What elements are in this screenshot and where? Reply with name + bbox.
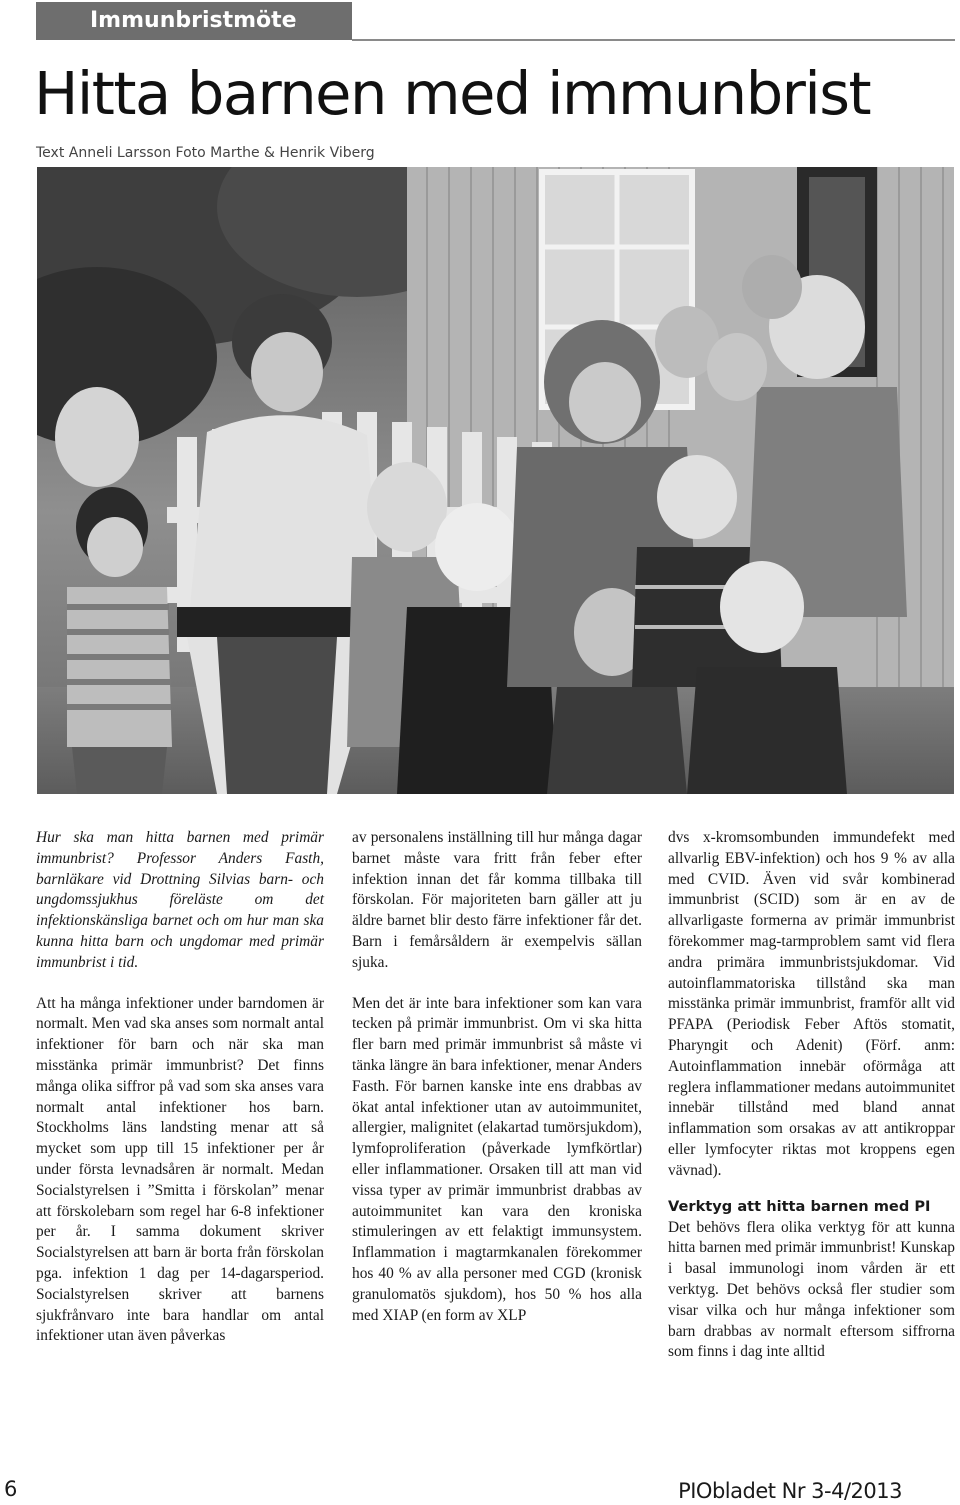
article-lead: Hur ska man hitta barnen med primär immunbrist? Professor Anders Fasth, barnläkare vid Drottning Silvias barn- och ungdomssjukhus föreläste om det infektionskänsliga barnet och om hur man ska kunna hitta barn och ungdomar med primär immunbrist i tid. [36, 829, 324, 971]
article-column-2 [352, 828, 642, 1326]
article-column-1 [36, 828, 324, 1347]
section-tag: Immunbristmöte [90, 8, 297, 33]
article-paragraph: Men det är inte bara infektioner som kan vara tecken på primär immunbrist. Om vi ska hitta fler barn med primär immunbrist så måste vi tänka längre än bara infektioner, menar Anders Fasth. För barnen kanske inte ens drabbas av ökat antal infektioner utan av autoimmunitet, allergier, malignitet (elakartad tumörsjukdom), lymfoproliferation (påverkade lymfkörtlar) eller inflammationer. Orsaken till att man vid vissa typer av primär immunbrist drabbas av autoimmunitet kan vara den kroniska stimuleringen av ett felaktigt immunsystem. Inflammation i magtarmkanalen förekommer hos 40 % av alla personer med CGD (kronisk granulomatös sjukdom), hos 50 % hos alla med XIAP (en form av XLP [352, 994, 642, 1324]
article-paragraph: Att ha många infektioner under barndomen är normalt. Men vad ska anses som normalt antal infektioner för barn och när ska man misstänka primär immunbrist? Det finns många olika siffror på vad som ska anses vara normalt antal infektioner hos barn. Stockholms läns landsting menar att så mycket som upp till 15 infektioner per år under första levnadsåren är normalt. Medan Socialstyrelsen i ”Smitta i förskolan” menar att förskolebarn som regel har 6-8 infektioner per år. I samma dokument skriver Socialstyrelsen att barn är borta från förskolan pga. infektion 1 dag per 14-dagarsperiod. Socialstyrelsen skriver att barnens sjukfrånvaro inte bara handlar om antal infektioner utan även påverkas [36, 994, 324, 1345]
section-header [0, 0, 960, 41]
publication-footer: PIObladet Nr 3-4/2013 [678, 1479, 902, 1503]
article-paragraph: Det behövs flera olika verktyg för att kunna hitta barnen med primär immunbrist! Kunskap i basal immunologi inom vården är ett verktyg. Det behövs också fler studier som visar vilka och hur många infektioner som barn drabbas av normalt eftersom siffrorna som finns i dag inte alltid [668, 1218, 955, 1361]
article-paragraph: av personalens inställning till hur många dagar barnet måste vara fritt från feber efter infektion innan det får komma tillbaka till förskolan. För majoriteten barn gäller att ju äldre barnet blir desto färre infektioner får det. Barn i femårsåldern är exempelvis sällan sjuka. [352, 829, 642, 971]
article-title: Hitta barnen med immunbrist [34, 59, 871, 128]
article-column-3 [668, 828, 955, 1363]
page-number: 6 [4, 1477, 18, 1501]
article-byline: Text Anneli Larsson Foto Marthe & Henrik Viberg [36, 145, 375, 161]
children-outdoor-photo-icon [37, 167, 954, 794]
article-photo [37, 167, 954, 794]
article-subheading: Verktyg att hitta barnen med PI [668, 1197, 931, 1215]
header-rule [352, 39, 955, 41]
article-paragraph: dvs x-kromsombunden immundefekt med allvarlig EBV-infektion) och hos 9 % av alla med CVID. Även vid svår kombinerad immunbrist (SCID) som är en av de allvarligaste formerna av primär immunbrist förekommer mag-tarmproblem samt vid flera andra primära immunbristsjukdomar. Vid autoinflammatoriska tillstånd ska man misstänka primär immunbrist, framför allt vid PFAPA (Periodisk Feber Aftös stomatit, Pharyngit och Adenit) (Förf. anm: Autoinflammation innebär oförmåga att reglera inflammationer medans autoimmunitet innebär tillstånd med bland annat inflammation som orsakas av att antikroppar eller lymfocyter riktas mot kroppens egen vävnad). [668, 829, 955, 1179]
